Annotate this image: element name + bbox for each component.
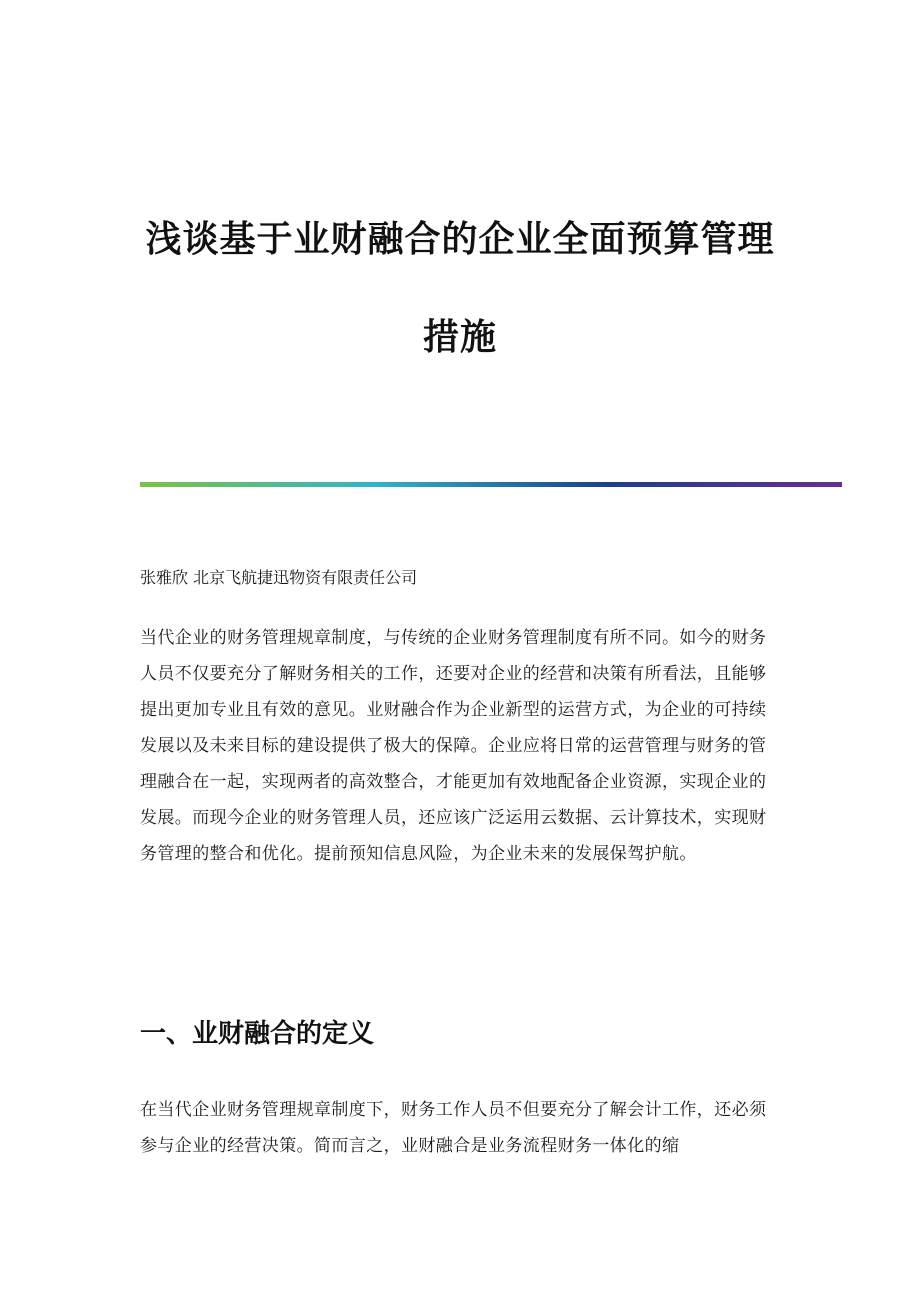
document-title-line-2: 措施: [422, 317, 497, 358]
section-definition-paragraph: 在当代企业财务管理规章制度下，财务工作人员不但要充分了解会计工作，还必须参与企业的经营决策。简而言之，业财融合是业务流程财务一体化的缩: [140, 1100, 767, 1156]
document-title-line-1: 浅谈基于业财融合的企业全面预算管理: [145, 219, 775, 260]
section-heading-definition: 一、业财融合的定义: [140, 1019, 375, 1049]
intro-paragraph: 当代企业的财务管理规章制度，与传统的企业财务管理制度有所不同。如今的财务人员不仅要充分了解财务相关的工作，还要对企业的经营和决策有所看法，且能够提出更加专业且有效的意见。业财融合作为企业新型的运营方式，为企业的可持续发展以及未来目标的建设提供了极大的保障。企业应将日常的运营管理与财务的管理融合在一起，实现两者的高效整合，才能更加有效地配备企业资源，实现企业的发展。而现今企业的财务管理人员，还应该广泛运用云数据、云计算技术，实现财务管理的整合和优化。提前预知信息风险，为企业未来的发展保驾护航。: [140, 628, 767, 864]
gradient-divider: [140, 482, 842, 487]
author-affiliation: 张雅欣 北京飞航捷迅物资有限责任公司: [140, 568, 418, 587]
